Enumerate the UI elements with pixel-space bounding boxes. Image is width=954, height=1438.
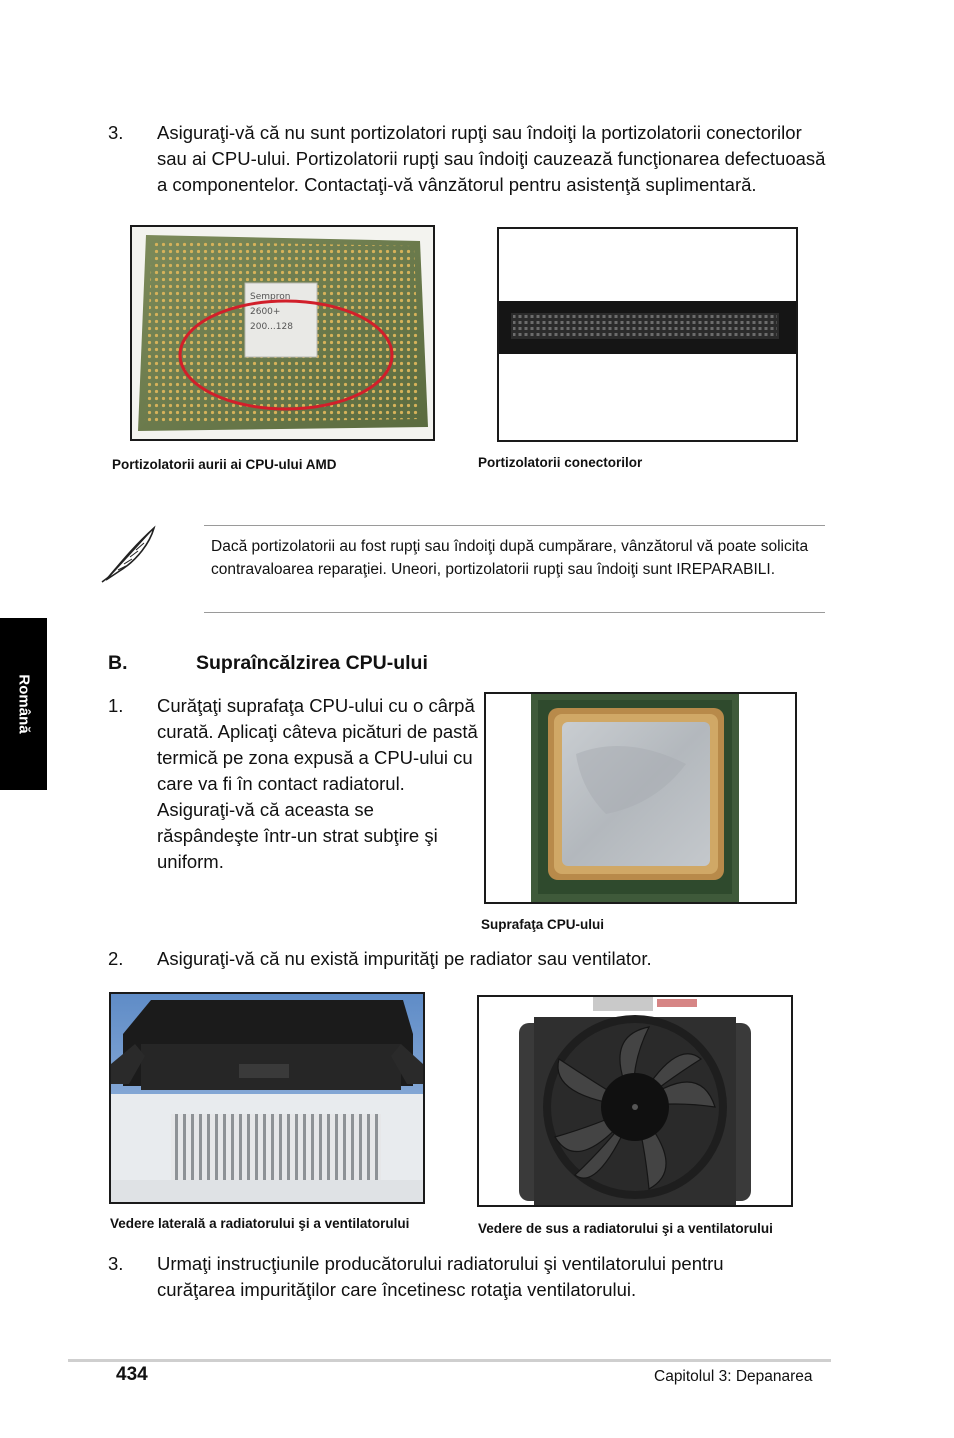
chip-label-line-2: 2600+ — [250, 307, 281, 317]
language-side-tab — [0, 618, 47, 790]
heatsink-side-view-photo — [109, 992, 425, 1204]
amd-cpu-pins-image — [132, 227, 433, 439]
heatsink-top-view-photo — [477, 995, 793, 1207]
cpu-surface-photo — [484, 692, 797, 904]
step-b3-text: Urmaţi instrucţiunile producătorului radiatorului şi ventilatorului pentru curăţarea impurităţilor care încetinesc rotaţia ventilatorului. — [157, 1253, 724, 1300]
chip-label-line-1: Sempron — [250, 292, 291, 302]
step-3-number: 3. — [108, 122, 124, 143]
chapter-label: Capitolul 3: Depanarea — [654, 1368, 813, 1385]
amd-cpu-pins-photo — [130, 225, 435, 441]
step-3-text: Asiguraţi-vă că nu sunt portizolatori rupţi sau îndoiţi la portizolatorii conectorilor sau ai CPU-ului. Portizolatorii rupţi sau îndoiţi cauzează funcţionarea defectuoasă a componentelor. Contactaţi-vă vânzătorul pentru asistenţă suplimentară. — [157, 122, 826, 195]
connector-pins-photo — [497, 227, 798, 442]
note-text: Dacă portizolatorii au fost rupţi sau îndoiţi după cumpărare, vânzătorul vă poate solicita contravaloarea reparaţiei. Uneori, portizolatorii rupţi sau îndoiţi sunt IREPARABILI. — [211, 538, 809, 578]
step-b3-number: 3. — [108, 1253, 124, 1274]
step-b2-text: Asiguraţi-vă că nu există impurităţi pe radiator sau ventilator. — [157, 948, 652, 969]
heatsink-top-view-image — [479, 997, 791, 1205]
note-box — [204, 525, 825, 613]
step-b2-number: 2. — [108, 948, 124, 969]
heatsink-side-view-image — [111, 994, 423, 1202]
page-number: 434 — [116, 1364, 148, 1385]
chip-label-line-3: 200...128 — [250, 322, 293, 332]
connector-pins-image — [499, 229, 796, 440]
cpu-surface-caption: Suprafaţa CPU-ului — [481, 917, 605, 932]
section-b-title: Supraîncălzirea CPU-ului — [196, 652, 428, 674]
top-view-caption: Vedere de sus a radiatorului şi a ventilatorului — [478, 1221, 773, 1236]
cpu-surface-image — [486, 694, 795, 902]
language-side-tab-label: Română — [15, 674, 32, 734]
amd-pins-caption: Portizolatorii aurii ai CPU-ului AMD — [112, 457, 337, 472]
note-feather-icon — [98, 522, 162, 586]
section-b-letter: B. — [108, 652, 128, 674]
step-b1-text: Curăţaţi suprafaţa CPU-ului cu o cârpă curată. Aplicaţi câteva picături de pastă termică pe zona expusă a CPU-ului cu care va fi în contact radiatorul. Asiguraţi-vă că aceasta se răspândeşte într-un strat subţire şi uniform. — [157, 695, 478, 872]
side-view-caption: Vedere laterală a radiatorului şi a ventilatorului — [110, 1216, 410, 1231]
step-b1-number: 1. — [108, 695, 124, 716]
connector-pins-caption: Portizolatorii conectorilor — [478, 455, 643, 470]
footer-divider — [68, 1359, 831, 1362]
